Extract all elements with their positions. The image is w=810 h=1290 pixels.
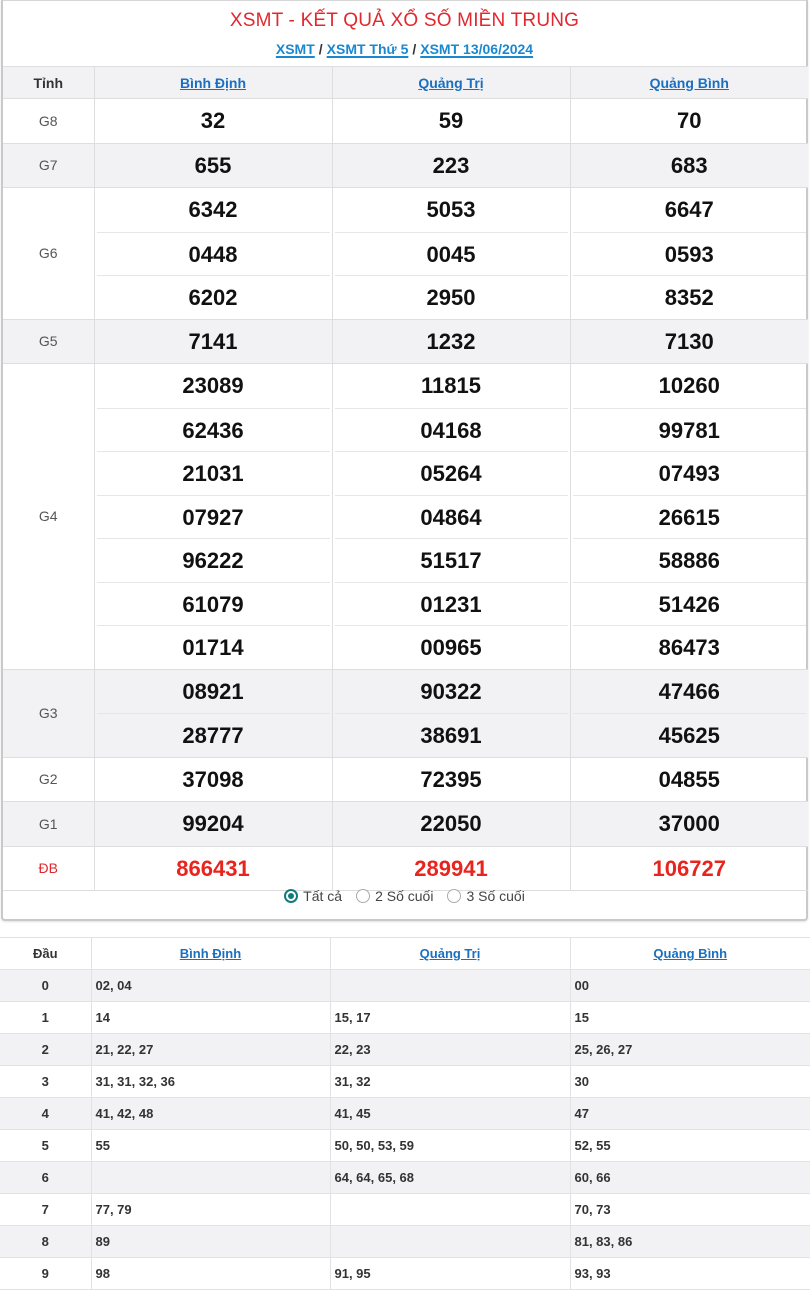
column-header-province [332, 67, 570, 99]
prize-number: 62436 [97, 408, 330, 452]
dau-row [0, 1130, 810, 1162]
prize-label: G8 [3, 99, 94, 144]
prize-number: 11815 [421, 373, 481, 398]
dau-header-row [0, 938, 810, 970]
breadcrumb-separator: / [412, 41, 417, 57]
prize-number: 59 [438, 108, 464, 133]
dau-values [330, 1226, 570, 1258]
dau-values: 47 [570, 1098, 810, 1130]
prize-cell [570, 188, 808, 320]
filter-radio-2[interactable] [447, 888, 524, 904]
prize-row [3, 188, 808, 320]
prize-number: 683 [670, 152, 708, 178]
dau-digit: 8 [0, 1226, 91, 1258]
prize-number: 655 [194, 152, 232, 178]
prize-cell [94, 669, 332, 757]
prize-cell [94, 846, 332, 891]
radio-checked-icon[interactable] [284, 889, 298, 903]
prize-cell [570, 364, 808, 670]
prize-number: 45625 [573, 713, 807, 757]
prize-number: 72395 [420, 766, 482, 792]
dau-values: 41, 42, 48 [91, 1098, 330, 1130]
prize-label: G4 [3, 364, 94, 670]
dau-province-link-quang-tri[interactable]: Quảng Trị [419, 946, 481, 961]
prize-label: G6 [3, 188, 94, 320]
dau-values: 25, 26, 27 [570, 1034, 810, 1066]
prize-cell [332, 319, 570, 364]
prize-label: G3 [3, 669, 94, 757]
prize-number: 32 [200, 108, 226, 133]
dau-province-link-binh-dinh[interactable]: Bình Định [179, 946, 242, 961]
prize-number: 7141 [188, 328, 238, 354]
prize-cell [94, 364, 332, 670]
prize-number: 26615 [573, 495, 807, 539]
dau-table [0, 937, 810, 1290]
prize-cell [570, 143, 808, 188]
dau-values: 02, 04 [91, 970, 330, 1002]
prize-number: 58886 [573, 538, 807, 582]
column-header-province [91, 938, 330, 970]
prize-cell [570, 99, 808, 144]
dau-row [0, 1002, 810, 1034]
dau-values: 15 [570, 1002, 810, 1034]
prize-number: 6202 [97, 275, 330, 319]
dau-values [330, 970, 570, 1002]
dau-values: 22, 23 [330, 1034, 570, 1066]
prize-cell [332, 188, 570, 320]
dau-values: 70, 73 [570, 1194, 810, 1226]
column-header-province [94, 67, 332, 99]
prize-cell [570, 319, 808, 364]
prize-number: 86473 [573, 625, 807, 669]
results-header-row [3, 67, 808, 99]
province-link-quang-tri[interactable]: Quảng Trị [418, 74, 484, 91]
prize-number: 0045 [335, 232, 568, 276]
prize-cell [332, 757, 570, 802]
prize-number: 223 [432, 152, 470, 178]
prize-number: 04864 [335, 495, 568, 539]
prize-number: 106727 [652, 855, 726, 881]
prize-number: 28777 [97, 713, 330, 757]
prize-number: 21031 [97, 451, 330, 495]
dau-values: 91, 95 [330, 1258, 570, 1290]
prize-cell [94, 319, 332, 364]
prize-number: 05264 [335, 451, 568, 495]
prize-number: 10260 [658, 373, 720, 398]
prize-number: 6647 [664, 197, 714, 222]
prize-cell [570, 757, 808, 802]
results-card [1, 0, 808, 921]
dau-values: 93, 93 [570, 1258, 810, 1290]
dau-values: 00 [570, 970, 810, 1002]
breadcrumb [3, 41, 806, 57]
page-title: XSMT - KẾT QUẢ XỔ SỐ MIỀN TRUNG [229, 10, 580, 31]
prize-row [3, 99, 808, 144]
dau-values: 31, 32 [330, 1066, 570, 1098]
prize-row [3, 143, 808, 188]
prize-number: 2950 [335, 275, 568, 319]
prize-number: 96222 [97, 538, 330, 582]
prize-row [3, 802, 808, 847]
dau-digit: 9 [0, 1258, 91, 1290]
prize-number: 08921 [182, 678, 244, 704]
prize-number: 8352 [573, 275, 807, 319]
prize-cell [332, 143, 570, 188]
filter-radio-label: 2 Số cuối [375, 888, 434, 904]
filter-radio-0[interactable] [284, 888, 342, 904]
prize-number: 51517 [335, 538, 568, 582]
prize-label: G7 [3, 143, 94, 188]
prize-number: 61079 [97, 582, 330, 626]
prize-label: G2 [3, 757, 94, 802]
dau-row [0, 1034, 810, 1066]
prize-number: 0593 [573, 232, 807, 276]
prize-number: 37098 [182, 766, 244, 792]
dau-values: 30 [570, 1066, 810, 1098]
column-header-tinh: Tỉnh [3, 67, 94, 99]
prize-number: 6342 [188, 197, 238, 222]
prize-cell [570, 802, 808, 847]
prize-number: 01714 [97, 625, 330, 669]
province-link-quang-binh[interactable]: Quảng Bình [649, 74, 729, 91]
dau-values [330, 1194, 570, 1226]
prize-number: 07493 [573, 451, 807, 495]
prize-cell [570, 846, 808, 891]
prize-number: 47466 [658, 678, 720, 704]
dau-values: 15, 17 [330, 1002, 570, 1034]
column-header-province [570, 938, 810, 970]
dau-values: 14 [91, 1002, 330, 1034]
filter-radio-1[interactable] [356, 888, 433, 904]
column-header-dau: Đầu [0, 938, 91, 970]
breadcrumb-xsmt-thu5[interactable]: XSMT Thứ 5 [326, 41, 409, 57]
prize-cell [332, 99, 570, 144]
prize-number: 90322 [420, 678, 482, 704]
dau-row [0, 970, 810, 1002]
prize-cell [94, 188, 332, 320]
dau-values: 98 [91, 1258, 330, 1290]
dau-values: 77, 79 [91, 1194, 330, 1226]
prize-number: 289941 [414, 855, 488, 881]
prize-label: ĐB [3, 846, 94, 891]
dau-values: 52, 55 [570, 1130, 810, 1162]
prize-cell [570, 669, 808, 757]
display-filter [3, 888, 806, 904]
dau-values: 89 [91, 1226, 330, 1258]
dau-row [0, 1066, 810, 1098]
prize-number: 07927 [97, 495, 330, 539]
dau-row [0, 1098, 810, 1130]
breadcrumb-xsmt-date[interactable]: XSMT 13/06/2024 [420, 41, 534, 57]
dau-values: 31, 31, 32, 36 [91, 1066, 330, 1098]
dau-values: 21, 22, 27 [91, 1034, 330, 1066]
prize-number: 01231 [335, 582, 568, 626]
prize-number: 04168 [335, 408, 568, 452]
dau-values: 41, 45 [330, 1098, 570, 1130]
breadcrumb-xsmt[interactable]: XSMT [275, 41, 315, 57]
prize-label: G1 [3, 802, 94, 847]
prize-number: 99781 [573, 408, 807, 452]
dau-values [91, 1162, 330, 1194]
dau-digit: 1 [0, 1002, 91, 1034]
dau-row [0, 1194, 810, 1226]
prize-row [3, 669, 808, 757]
prize-row [3, 364, 808, 670]
dau-row [0, 1226, 810, 1258]
prize-cell [94, 802, 332, 847]
prize-number: 04855 [658, 766, 720, 792]
province-link-binh-dinh[interactable]: Bình Định [179, 74, 247, 91]
prize-number: 0448 [97, 232, 330, 276]
dau-values: 81, 83, 86 [570, 1226, 810, 1258]
prize-label: G5 [3, 319, 94, 364]
column-header-province [570, 67, 808, 99]
prize-row [3, 319, 808, 364]
dau-values: 50, 50, 53, 59 [330, 1130, 570, 1162]
prize-row [3, 757, 808, 802]
dau-values: 60, 66 [570, 1162, 810, 1194]
dau-digit: 2 [0, 1034, 91, 1066]
prize-cell [332, 364, 570, 670]
dau-province-link-quang-binh[interactable]: Quảng Bình [653, 946, 728, 961]
dau-values: 64, 64, 65, 68 [330, 1162, 570, 1194]
filter-radio-label: 3 Số cuối [466, 888, 525, 904]
prize-number: 5053 [426, 197, 476, 222]
dau-digit: 0 [0, 970, 91, 1002]
prize-cell [332, 846, 570, 891]
dau-row [0, 1258, 810, 1290]
prize-number: 23089 [182, 373, 244, 398]
filter-radio-label: Tất cả [303, 888, 343, 904]
prize-number: 70 [677, 108, 702, 133]
prize-number: 51426 [573, 582, 807, 626]
prize-cell [94, 757, 332, 802]
dau-values: 55 [91, 1130, 330, 1162]
prize-number: 99204 [182, 811, 244, 836]
column-header-province [330, 938, 570, 970]
breadcrumb-separator: / [318, 41, 323, 57]
radio-unchecked-icon[interactable] [447, 889, 461, 903]
dau-row [0, 1162, 810, 1194]
prize-cell [94, 143, 332, 188]
dau-digit: 7 [0, 1194, 91, 1226]
prize-number: 866431 [176, 855, 250, 881]
prize-number: 7130 [664, 328, 714, 354]
prize-number: 22050 [420, 811, 482, 836]
radio-unchecked-icon[interactable] [356, 889, 370, 903]
prize-number: 38691 [335, 713, 568, 757]
prize-number: 00965 [335, 625, 568, 669]
dau-digit: 4 [0, 1098, 91, 1130]
prize-cell [332, 669, 570, 757]
dau-digit: 5 [0, 1130, 91, 1162]
prize-row [3, 846, 808, 891]
prize-number: 1232 [426, 328, 476, 354]
dau-digit: 3 [0, 1066, 91, 1098]
dau-digit: 6 [0, 1162, 91, 1194]
prize-number: 37000 [658, 811, 720, 836]
prize-cell [332, 802, 570, 847]
results-table [3, 66, 808, 891]
prize-cell [94, 99, 332, 144]
